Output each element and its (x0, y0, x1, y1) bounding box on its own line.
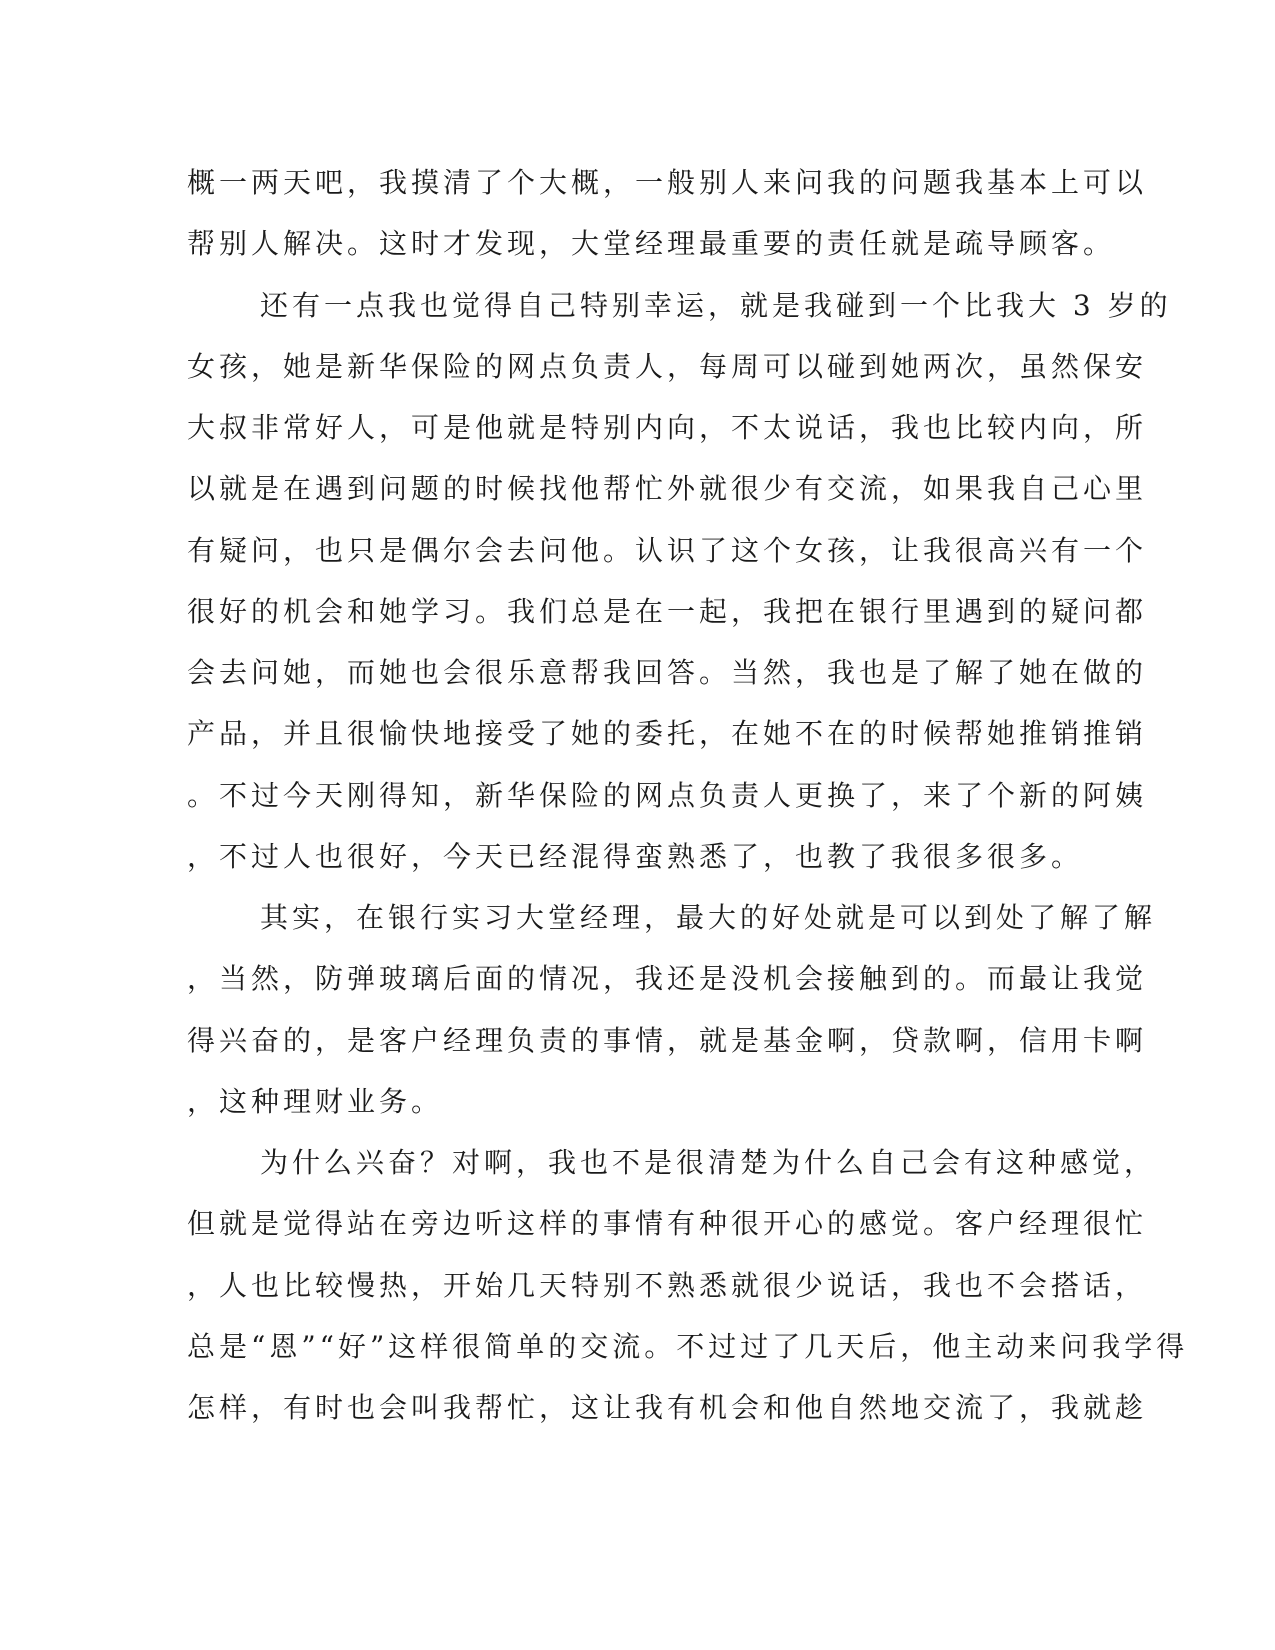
text-line-4: 女孩，她是新华保险的网点负责人，每周可以碰到她两次，虽然保安 (187, 349, 1148, 383)
paragraph-start-line-17: 为什么兴奋？对啊，我也不是很清楚为什么自己会有这种感觉， (260, 1146, 1157, 1179)
paragraph-start-line-3: 还有一点我也觉得自己特别幸运，就是我碰到一个比我大 3 岁的 (260, 288, 1172, 322)
text-line-11: 。不过今天刚得知，新华保险的网点负责人更换了，来了个新的阿姨 (187, 778, 1148, 812)
text-line-18: 但就是觉得站在旁边听这样的事情有种很开心的感觉。客户经理很忙 (187, 1207, 1148, 1241)
text-line-10: 产品，并且很愉快地接受了她的委托，在她不在的时候帮她推销推销 (187, 717, 1148, 751)
text-line-19: ，人也比较慢热，开始几天特别不熟悉就很少说话，我也不会搭话， (187, 1268, 1148, 1302)
text-line-9: 会去问她，而她也会很乐意帮我回答。当然，我也是了解了她在做的 (187, 656, 1148, 689)
text-line-5: 大叔非常好人，可是他就是特别内向，不太说话，我也比较内向，所 (187, 411, 1148, 444)
text-line-20: 总是“恩”“好”这样很简单的交流。不过过了几天后，他主动来问我学得 (187, 1329, 1189, 1363)
text-line-15: 得兴奋的，是客户经理负责的事情，就是基金啊，贷款啊，信用卡啊 (187, 1023, 1148, 1057)
text-line-1: 概一两天吧，我摸清了个大概，一般别人来问我的问题我基本上可以 (187, 166, 1148, 199)
text-line-12: ，不过人也很好，今天已经混得蛮熟悉了，也教了我很多很多。 (187, 839, 1084, 873)
text-line-2: 帮别人解决。这时才发现，大堂经理最重要的责任就是疏导顾客。 (187, 227, 1116, 261)
body-text (187, 164, 1189, 1450)
text-line-16: ，这种理财业务。 (187, 1084, 444, 1118)
text-line-14: ，当然，防弹玻璃后面的情况，我还是没机会接触到的。而最让我觉 (187, 962, 1148, 996)
text-line-6: 以就是在遇到问题的时候找他帮忙外就很少有交流，如果我自己心里 (187, 472, 1148, 506)
text-line-7: 有疑问，也只是偶尔会去问他。认识了这个女孩，让我很高兴有一个 (187, 533, 1148, 567)
paragraph-start-line-13: 其实，在银行实习大堂经理，最大的好处就是可以到处了解了解 (260, 901, 1157, 934)
text-line-21: 怎样，有时也会叫我帮忙，这让我有机会和他自然地交流了，我就趁 (187, 1391, 1148, 1424)
text-line-8: 很好的机会和她学习。我们总是在一起，我把在银行里遇到的疑问都 (187, 594, 1148, 628)
